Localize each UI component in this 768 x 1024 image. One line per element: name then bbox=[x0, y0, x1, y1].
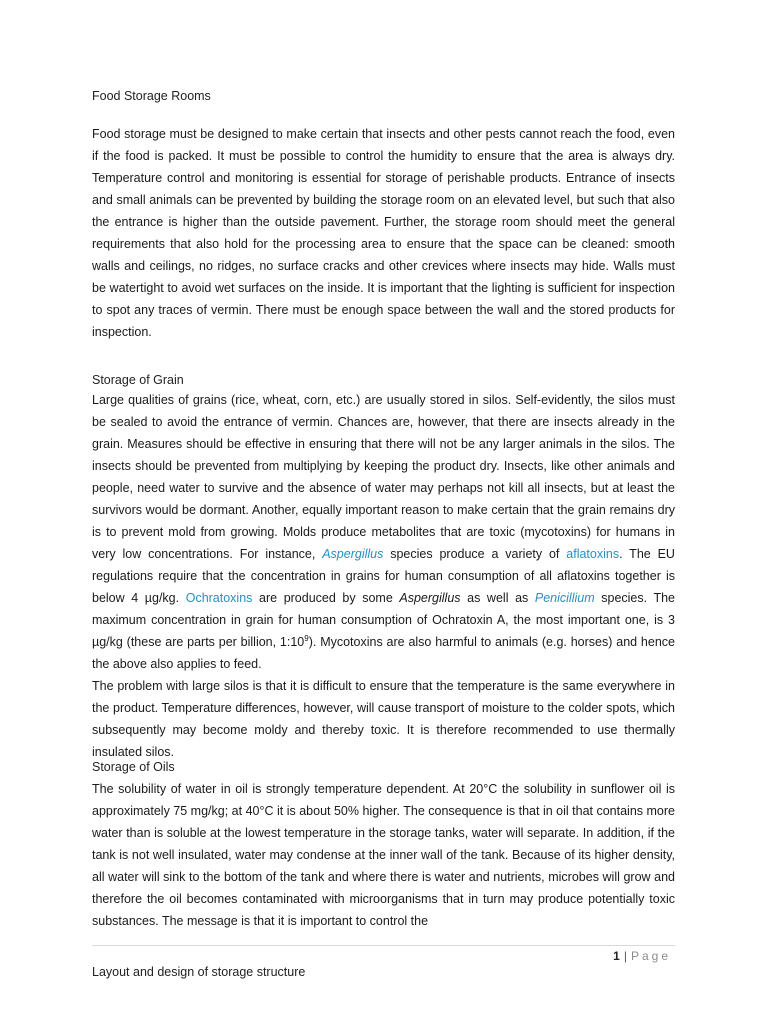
document-page bbox=[92, 0, 675, 1024]
footer-title: Layout and design of storage structure bbox=[92, 965, 306, 979]
aspergillus-italic: Aspergillus bbox=[399, 591, 461, 605]
penicillium-link[interactable]: Penicillium bbox=[534, 591, 595, 605]
grain-text-b: species produce a variety of bbox=[390, 547, 560, 561]
grain-text-c: . The EU regulations require that the concentration in grains for human consumption of all aflatoxins together is below 4 µg/kg. bbox=[92, 547, 675, 605]
intro-paragraph: Food storage must be designed to make certain that insects and other pests cannot reach the food, even if the food is packed. It must be possible to control the humidity to ensure that the area is always dry. Temperature control and monitoring is essential for storage of perishable products. Entrance of insects and small animals can be prevented by building the storage room on an elevated level, but such that also the entrance is higher than the outside pavement. Further, the storage room should meet the general requirements that also hold for the processing area to ensure that the space can be cleaned: smooth walls and ceilings, no ridges, no surface cracks and other crevices where insects may hide. Walls must be watertight to avoid wet surfaces on the inside. It is important that the lighting is sufficient for inspection to spot any traces of vermin. There must be enough space between the wall and the stored products for inspection. bbox=[92, 127, 675, 339]
oils-heading: Storage of Oils bbox=[92, 760, 175, 774]
grain-text-e: as well as bbox=[467, 591, 529, 605]
grain-heading: Storage of Grain bbox=[92, 373, 184, 387]
grain-text-d: are produced by some bbox=[259, 591, 393, 605]
grain-paragraph bbox=[92, 389, 675, 675]
footer-divider bbox=[92, 945, 675, 946]
grain-text-g: ). Mycotoxins are also harmful to animals (e.g. horses) and hence the above also applies to feed. bbox=[92, 635, 675, 671]
aspergillus-link[interactable]: Aspergillus bbox=[322, 547, 384, 561]
page-number-value: 1 bbox=[613, 949, 620, 963]
page-title: Food Storage Rooms bbox=[92, 89, 211, 103]
ochratoxins-link[interactable]: Ochratoxins bbox=[185, 591, 253, 605]
aflatoxins-link[interactable]: aflatoxins bbox=[566, 547, 620, 561]
grain-text-f: species. The maximum concentration in grain for human consumption of Ochratoxin A, the most important one, is 3 µg/kg (these are parts per billion, 1:10 bbox=[92, 591, 676, 649]
oils-paragraph: The solubility of water in oil is strongly temperature dependent. At 20°C the solubility in sunflower oil is approximately 75 mg/kg; at 40°C it is about 50% higher. The consequence is that in oil that contains more water than is soluble at the lowest temperature in the storage tanks, water will separate. In addition, if the tank is not well insulated, water may condense at the inner wall of the tank. Because of its higher density, all water will sink to the bottom of the tank and where there is water and nutrients, microbes will grow and therefore the oil becomes contaminated with microorganisms that in turn may produce potentially toxic substances. The message is that it is important to control the bbox=[92, 782, 675, 928]
grain-text-a: Large qualities of grains (rice, wheat, corn, etc.) are usually stored in silos. Self-evidently, the silos must be sealed to avoid the entrance of vermin. Chances are, however, that there are insects already in the grain. Measures should be effective in ensuring that there will not be any larger animals in the silos. The insects should be prevented from multiplying by keeping the product dry. Insects, like other animals and people, need water to survive and the absence of water may perhaps not kill all insects, but at least the survivors would be dormant. Another, equally important reason to make certain that the grain remains dry is to prevent mold from growing. Molds produce metabolites that are toxic (mycotoxins) for humans in very low concentrations. For instance, bbox=[92, 393, 675, 561]
page-separator: | bbox=[623, 949, 627, 963]
page-label: Page bbox=[630, 949, 671, 963]
silo-paragraph: The problem with large silos is that it is difficult to ensure that the temperature is the same everywhere in the product. Temperature differences, however, will cause transport of moisture to the colder spots, which subsequently may become moldy and thereby toxic. It is therefore recommended to use thermally insulated silos. bbox=[92, 679, 675, 759]
page-number bbox=[613, 947, 671, 965]
exponent: 9 bbox=[304, 633, 309, 643]
